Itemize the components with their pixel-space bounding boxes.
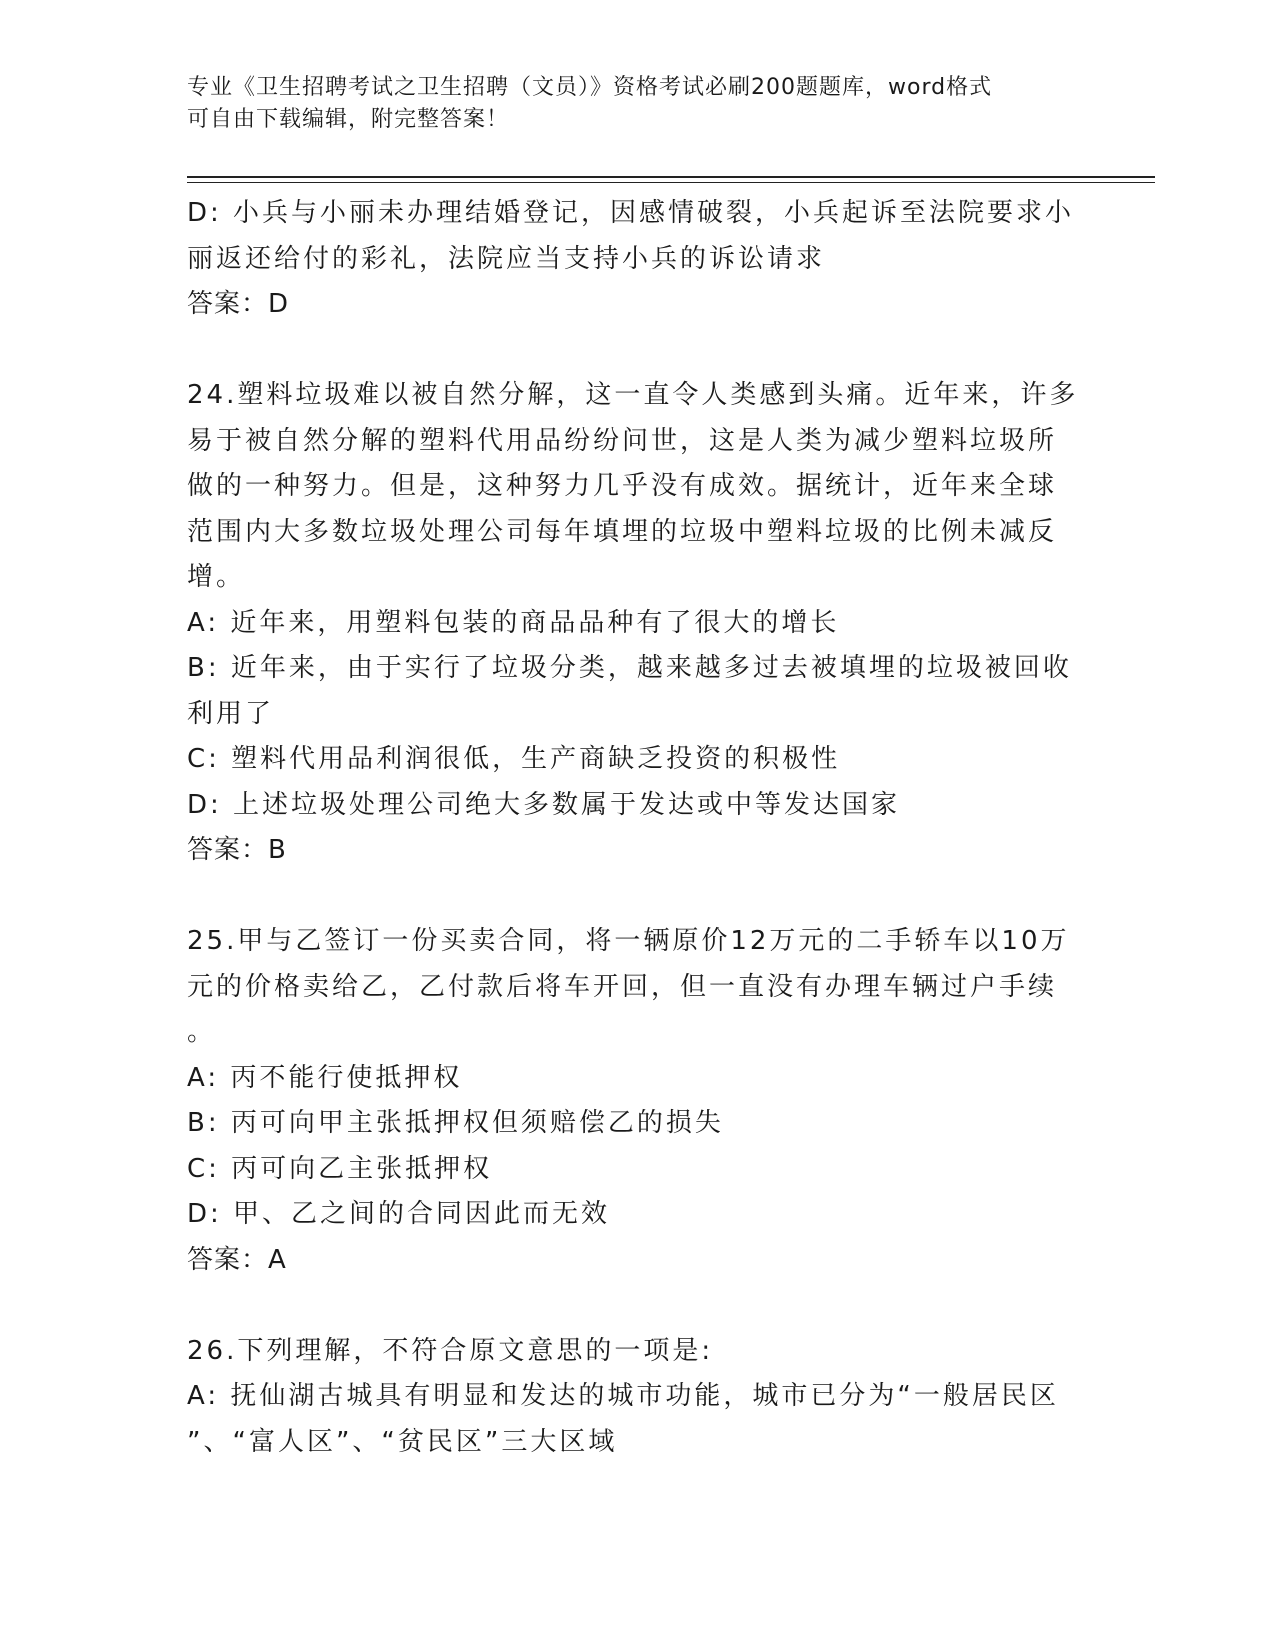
header-divider-thin [187,182,1155,183]
header-line-1: 专业《卫生招聘考试之卫生招聘（文员）》资格考试必刷200题题库，word格式 [187,75,993,100]
question-24 [187,373,1087,874]
spacer [187,328,1087,374]
question-stem-line: 元的价格卖给乙，乙付款后将车开回，但一直没有办理车辆过户手续 [187,971,1058,1002]
question-26 [187,1329,1087,1466]
answer: 答案：D [187,289,290,319]
question-stem-line: 范围内大多数垃圾处理公司每年填埋的垃圾中塑料垃圾的比例未减反 [187,516,1058,547]
spacer [187,874,1087,920]
option-a: A: 近年来，用塑料包装的商品品种有了很大的增长 [187,607,840,638]
question-25 [187,919,1087,1283]
header-divider [187,176,1155,178]
option-d-line-2: 丽返还给付的彩礼，法院应当支持小兵的诉讼请求 [187,243,826,274]
option-c: C: 丙可向乙主张抵押权 [187,1153,493,1184]
question-23-tail [187,191,1087,328]
option-b-line-1: B: 近年来，由于实行了垃圾分类，越来越多过去被填埋的垃圾被回收 [187,653,1072,683]
answer: 答案：B [187,835,287,865]
option-d-line-1: D: 小兵与小丽未办理结婚登记，因感情破裂，小兵起诉至法院要求小 [187,198,1075,228]
option-d: D: 上述垃圾处理公司绝大多数属于发达或中等发达国家 [187,789,901,820]
question-stem-line: 增。 [187,562,246,592]
page-header [187,72,1067,136]
answer: 答案：A [187,1244,287,1275]
option-b: B: 丙可向甲主张抵押权但须赔偿乙的损失 [187,1108,724,1138]
document-body [187,191,1087,1465]
question-stem-line: 24.塑料垃圾难以被自然分解，这一直令人类感到头痛。近年来，许多 [187,380,1079,410]
header-line-2: 可自由下载编辑，附完整答案！ [187,107,510,132]
option-a-line-2: ”、“富人区”、“贫民区”三大区域 [187,1426,618,1457]
option-d: D: 甲、乙之间的合同因此而无效 [187,1199,611,1229]
option-a: A: 丙不能行使抵押权 [187,1062,463,1093]
option-a-line-1: A: 抚仙湖古城具有明显和发达的城市功能，城市已分为“一般居民区 [187,1381,1059,1411]
question-stem-line: 做的一种努力。但是，这种努力几乎没有成效。据统计，近年来全球 [187,471,1058,501]
question-stem: 26.下列理解，不符合原文意思的一项是: [187,1335,714,1366]
option-c: C: 塑料代用品利润很低，生产商缺乏投资的积极性 [187,744,841,774]
question-stem-line: 25.甲与乙签订一份买卖合同，将一辆原价12万元的二手轿车以10万 [187,926,1070,956]
question-stem-line: 。 [187,1017,217,1047]
spacer [187,1283,1087,1329]
option-b-line-2: 利用了 [187,698,275,729]
question-stem-line: 易于被自然分解的塑料代用品纷纷问世，这是人类为减少塑料垃圾所 [187,425,1058,456]
